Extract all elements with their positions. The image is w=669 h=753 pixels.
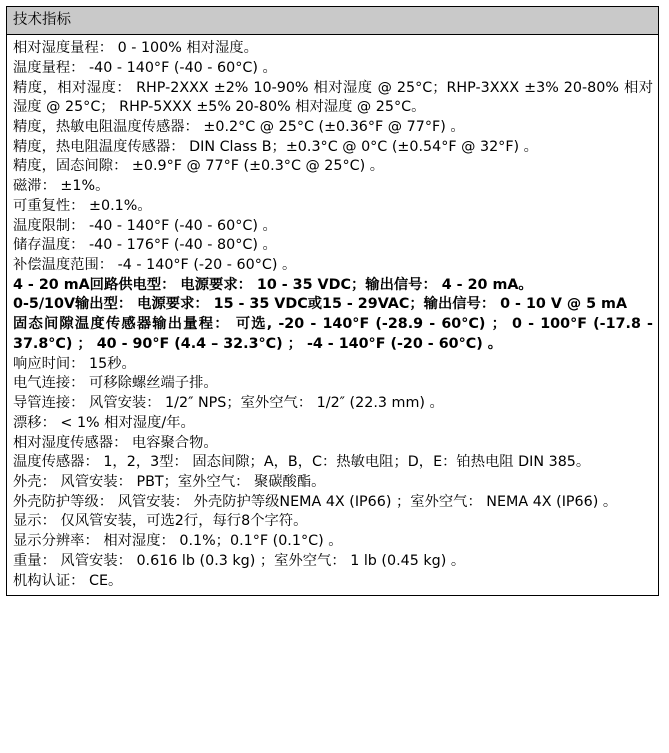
spec-line: 0-5/10V输出型： 电源要求： 15 - 35 VDC或15 - 29VAC；输出信号： 0 - 10 V @ 5 mA [13,296,628,313]
spec-line: 储存温度： -40 - 176°F (-40 - 80°C) 。 [13,237,277,254]
spec-line: 电气连接： 可移除螺丝端子排。 [13,375,218,392]
specifications-table-body [7,35,658,595]
spec-line: 精度，固态间隙： ±0.9°F @ 77°F (±0.3°C @ 25°C) 。 [13,158,385,175]
spec-line: 可重复性： ±0.1%。 [13,197,152,214]
spec-line: 响应时间： 15秒。 [13,355,136,372]
spec-line: 相对湿度量程： 0 - 100% 相对湿度。 [13,40,258,57]
spec-line: 漂移： < 1% 相对湿度/年。 [13,414,195,431]
spec-line: 精度，相对湿度： RHP-2XXX ±2% 10-90% 相对湿度 @ 25°C；RHP-3XXX ±3% 20-80% 相对湿度 @ 25°C； RHP-5XXX ±5% 20-80% 相对湿度 @ 25°C。 [13,79,653,116]
spec-line: 显示： 仅风管安装，可选2行，每行8个字符。 [13,513,308,530]
spec-line: 固态间隙温度传感器输出量程： 可选, -20 - 140°F (-28.9 - 60°C) ； 0 - 100°F (-17.8 - 37.8°C) ； 40 - 90°F (4.4 – 32.3°C) ； -4 - 140°F (-20 - 60°C) 。 [13,316,653,352]
specifications-table [6,6,659,596]
spec-line: 显示分辨率： 相对湿度： 0.1%；0.1°F (0.1°C) 。 [13,533,343,550]
spec-line: 4 - 20 mA回路供电型： 电源要求： 10 - 35 VDC；输出信号： 4 - 20 mA。 [13,276,533,293]
specifications-table-header: 技术指标 [7,7,658,35]
spec-line: 补偿温度范围： -4 - 140°F (-20 - 60°C) 。 [13,257,297,274]
spec-line: 重量： 风管安装： 0.616 lb (0.3 kg) ；室外空气： 1 lb (0.45 kg) 。 [13,552,466,569]
spec-line: 外壳： 风管安装： PBT；室外空气： 聚碳酸酯。 [13,473,326,490]
spec-line: 精度，热敏电阻温度传感器： ±0.2°C @ 25°C (±0.36°F @ 77°F) 。 [13,119,465,135]
spec-line: 温度限制： -40 - 140°F (-40 - 60°C) 。 [13,217,277,234]
spec-line: 外壳防护等级： 风管安装： 外壳防护等级NEMA 4X (IP66) ；室外空气： NEMA 4X (IP66) 。 [13,493,618,510]
spec-line: 机构认证： CE。 [13,572,123,589]
spec-line: 温度量程： -40 - 140°F (-40 - 60°C) 。 [13,59,277,76]
spec-line: 相对湿度传感器： 电容聚合物。 [13,434,218,451]
spec-line: 精度，热电阻温度传感器： DIN Class B；±0.3°C @ 0°C (±0.54°F @ 32°F) 。 [13,138,538,155]
spec-line: 磁滞： ±1%。 [13,178,110,195]
spec-line: 温度传感器： 1，2，3型： 固态间隙；A，B，C：热敏电阻；D，E：铂热电阻 DIN 385。 [13,454,591,471]
spec-line: 导管连接： 风管安装： 1/2″ NPS；室外空气： 1/2″ (22.3 mm) 。 [13,395,444,412]
